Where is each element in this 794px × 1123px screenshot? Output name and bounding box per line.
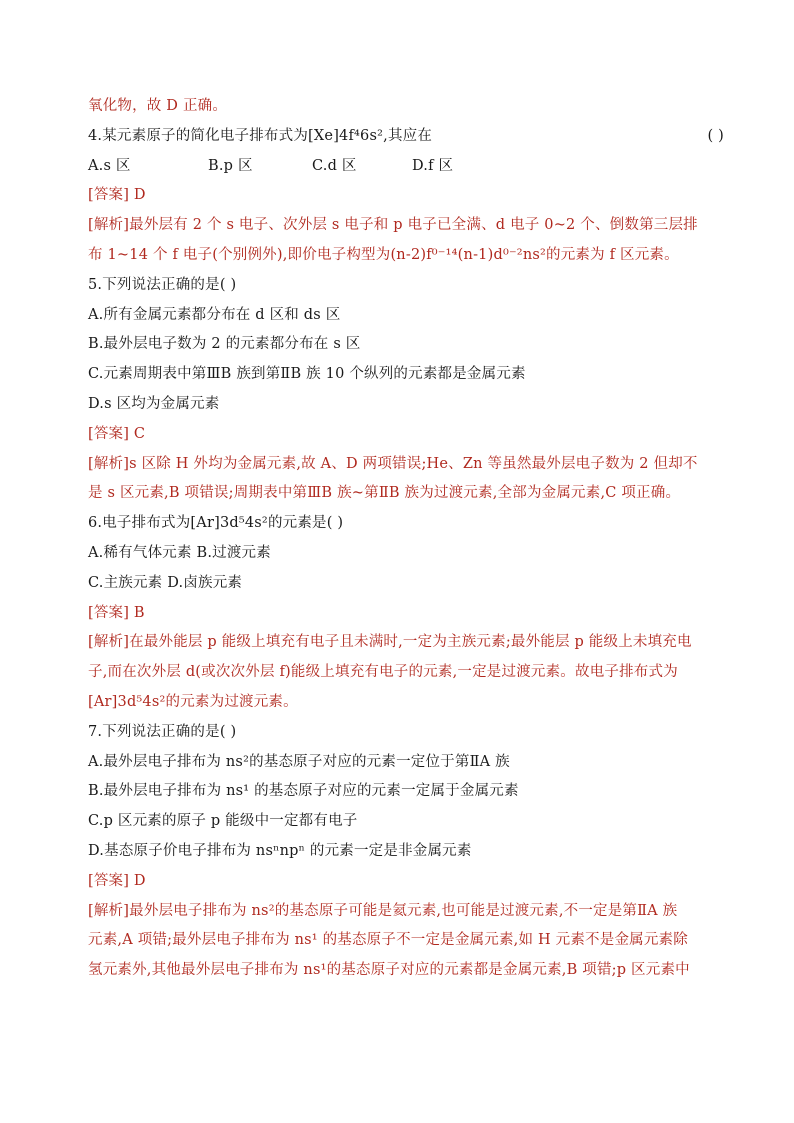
explanation-line: [解析]最外层电子排布为 ns²的基态原子可能是氦元素,也可能是过渡元素,不一定是第ⅡA 族 [88, 902, 678, 919]
answer-line: [答案] D [88, 187, 146, 204]
explanation-line: 布 1~14 个 f 电子(个别例外),即价电子构型为(n-2)f⁰⁻¹⁴(n-1)d⁰⁻²ns²的元素为 f 区元素。 [88, 246, 679, 263]
question-4-options [88, 152, 724, 182]
answer-line: [答案] B [88, 604, 145, 621]
explanation-line: [解析]s 区除 H 外均为金属元素,故 A、D 两项错误;He、Zn 等虽然最外层电子数为 2 但却不 [88, 455, 698, 472]
explanation-line: 氢元素外,其他最外层电子排布为 ns¹的基态原子对应的元素都是金属元素,B 项错;p 区元素中 [88, 962, 690, 979]
answer-blank: ( ) [707, 127, 724, 144]
option-a: A.所有金属元素都分布在 d 区和 ds 区 [88, 306, 341, 323]
question-6-stem: 6.电子排布式为[Ar]3d⁵4s²的元素是( ) [88, 515, 344, 532]
option-c: C.元素周期表中第ⅢB 族到第ⅡB 族 10 个纵列的元素都是金属元素 [88, 366, 526, 383]
explanation-line: 是 s 区元素,B 项错误;周期表中第ⅢB 族~第ⅡB 族为过渡元素,全部为金属元素,C 项正确。 [88, 485, 681, 502]
explanation-line: [Ar]3d⁵4s²的元素为过渡元素。 [88, 693, 298, 710]
option-d: D.s 区均为金属元素 [88, 395, 220, 412]
answer-line: [答案] C [88, 425, 146, 442]
explanation-line: 子,而在次外层 d(或次次外层 f)能级上填充有电子的元素,一定是过渡元素。故电子排布式为 [88, 664, 678, 681]
question-4-stem-row [88, 122, 724, 152]
answer-line: [答案] D [88, 872, 146, 889]
explanation-line: [解析]在最外能层 p 能级上填充有电子且未满时,一定为主族元素;最外能层 p 能级上未填充电 [88, 634, 692, 651]
option-d: D.基态原子价电子排布为 nsⁿnpⁿ 的元素一定是非金属元素 [88, 842, 472, 859]
text-line: 氧化物，故 D 正确。 [88, 98, 228, 114]
options-c-d: C.主族元素 D.卤族元素 [88, 574, 243, 591]
question-7-stem: 7.下列说法正确的是( ) [88, 723, 237, 740]
option-a: A.最外层电子排布为 ns²的基态原子对应的元素一定位于第ⅡA 族 [88, 753, 510, 770]
options-a-b: A.稀有气体元素 B.过渡元素 [88, 544, 271, 561]
option-a: A.s 区 [88, 157, 131, 174]
option-d: D.f 区 [412, 157, 454, 174]
option-c: C.d 区 [312, 157, 357, 174]
question-5-stem: 5.下列说法正确的是( ) [88, 276, 237, 293]
option-c: C.p 区元素的原子 p 能级中一定都有电子 [88, 813, 358, 830]
option-b: B.最外层电子数为 2 的元素都分布在 s 区 [88, 336, 361, 353]
option-b: B.最外层电子排布为 ns¹ 的基态原子对应的元素一定属于金属元素 [88, 783, 519, 800]
explanation-line: [解析]最外层有 2 个 s 电子、次外层 s 电子和 p 电子已全满、d 电子 0~2 个、倒数第三层排 [88, 217, 698, 234]
option-b: B.p 区 [208, 157, 253, 174]
explanation-line: 元素,A 项错;最外层电子排布为 ns¹ 的基态原子不一定是金属元素,如 H 元素不是金属元素除 [88, 932, 688, 949]
question-4-stem: 4.某元素原子的简化电子排布式为[Xe]4f⁴6s²,其应在 [88, 127, 433, 144]
